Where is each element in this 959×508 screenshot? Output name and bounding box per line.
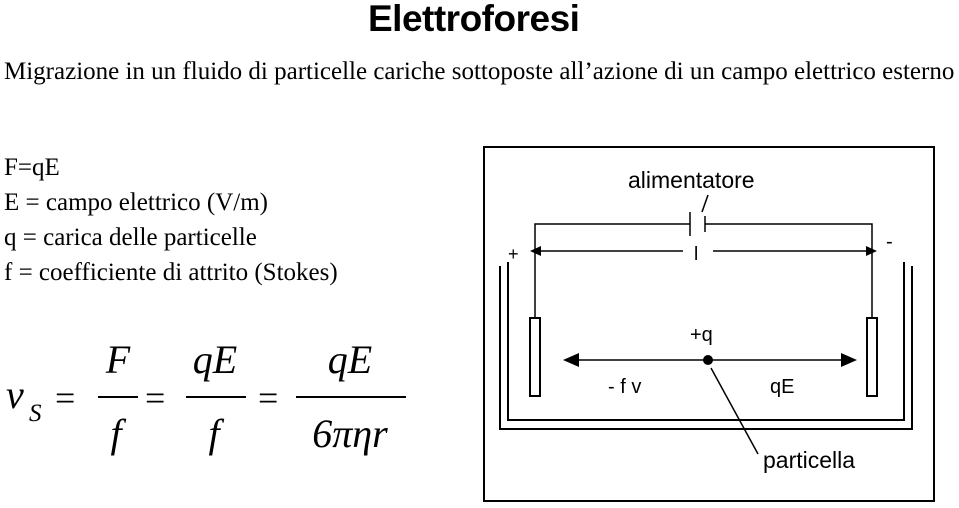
page-title: Elettroforesi — [368, 0, 580, 39]
formula-equals-3: = — [258, 378, 279, 418]
electrode-positive — [530, 318, 540, 396]
electrode-negative — [867, 318, 877, 396]
formula-lhs: v — [6, 372, 24, 417]
label-distance: l — [694, 244, 699, 265]
intro-text: Migrazione in un fluido di particelle cariche sottoposte all’azione di un campo elettrico esterno — [4, 58, 955, 85]
electrophoresis-diagram — [483, 146, 935, 502]
definition-field: E = campo elettrico (V/m) — [4, 189, 269, 216]
formula-num-1: F — [105, 337, 131, 382]
formula-den-1: f — [110, 411, 122, 456]
definition-friction: f = coefficiente di attrito (Stokes) — [4, 259, 338, 286]
definition-force: F=qE — [4, 154, 60, 181]
particle-dot — [703, 355, 713, 365]
label-particella: particella — [763, 447, 856, 473]
label-minus: - — [886, 231, 893, 253]
velocity-formula — [0, 330, 470, 505]
formula-equals-1: = — [55, 378, 76, 418]
label-force: qE — [770, 376, 795, 398]
formula-den-3: 6πηr — [312, 411, 388, 456]
formula-equals-2: = — [145, 378, 166, 418]
label-charge: +q — [690, 324, 713, 346]
label-alimentatore: alimentatore — [628, 167, 755, 193]
definition-charge: q = carica delle particelle — [4, 224, 257, 251]
formula-den-2: f — [208, 411, 220, 456]
label-plus: + — [508, 244, 519, 264]
formula-num-3: qE — [327, 337, 373, 382]
formula-num-2: qE — [192, 337, 238, 382]
definitions-list — [4, 150, 338, 290]
formula-lhs-subscript: S — [29, 400, 42, 427]
label-friction: - f v — [608, 376, 642, 398]
